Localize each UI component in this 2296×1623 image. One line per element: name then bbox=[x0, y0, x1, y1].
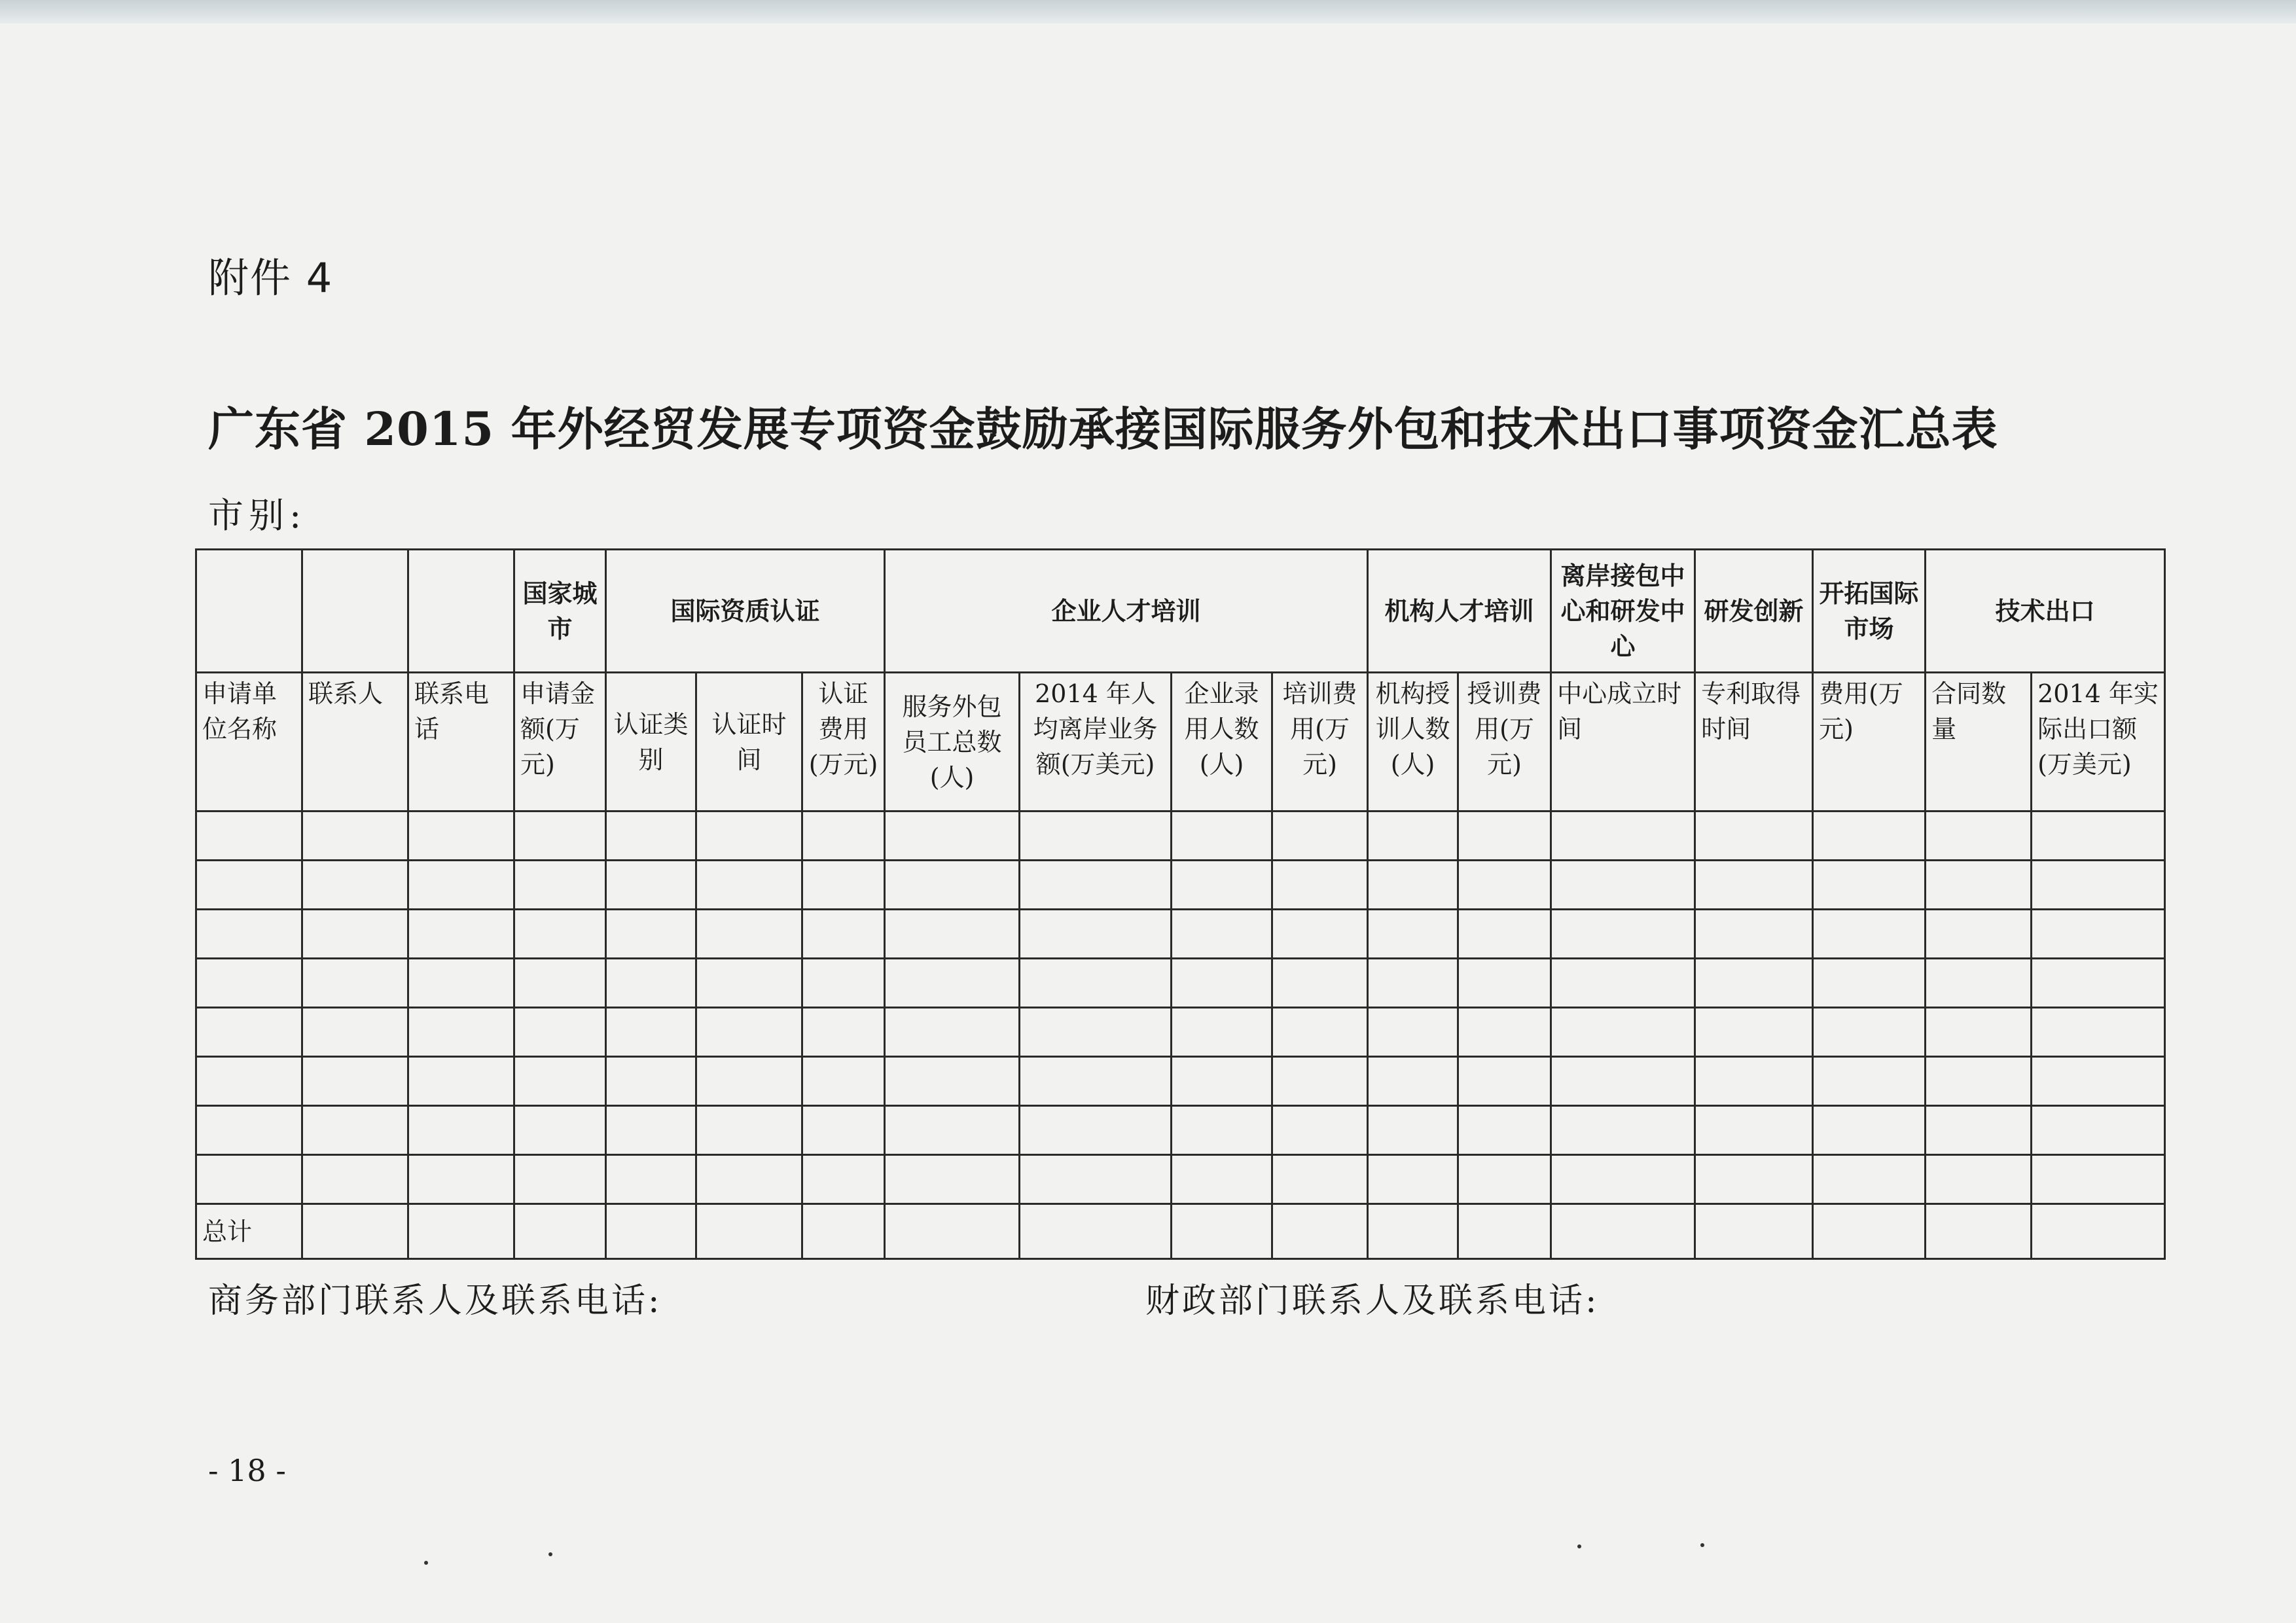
table-cell bbox=[196, 910, 302, 959]
table-cell bbox=[1551, 959, 1695, 1008]
table-cell bbox=[1551, 1106, 1695, 1155]
table-cell bbox=[1172, 959, 1272, 1008]
table-cell bbox=[1695, 861, 1813, 910]
col-cert-time: 认证时间 bbox=[696, 673, 802, 812]
table-cell bbox=[408, 910, 514, 959]
table-row bbox=[196, 861, 2165, 910]
table-cell bbox=[1172, 861, 1272, 910]
table-cell bbox=[514, 1008, 606, 1057]
table-cell bbox=[1926, 959, 2032, 1008]
table-cell bbox=[1551, 812, 1695, 861]
finance-contact-label: 财政部门联系人及联系电话: bbox=[1145, 1281, 1600, 1321]
col-inst-fee: 授训费用(万元) bbox=[1458, 673, 1551, 812]
group-national-city: 国家城市 bbox=[514, 550, 606, 673]
table-cell bbox=[196, 1057, 302, 1106]
group-offshore-center: 离岸接包中心和研发中心 bbox=[1551, 550, 1695, 673]
table-cell bbox=[1695, 910, 1813, 959]
table-cell bbox=[1695, 1057, 1813, 1106]
table-cell bbox=[408, 1008, 514, 1057]
table-cell bbox=[696, 861, 802, 910]
table-cell bbox=[1368, 959, 1458, 1008]
scan-top-band bbox=[0, 0, 2296, 24]
table-cell bbox=[1458, 959, 1551, 1008]
table-cell bbox=[1368, 1155, 1458, 1204]
table-cell bbox=[1695, 1008, 1813, 1057]
table-cell bbox=[2032, 1204, 2165, 1259]
table-cell bbox=[2032, 1155, 2165, 1204]
total-row bbox=[196, 1204, 2165, 1259]
table-cell bbox=[885, 812, 1020, 861]
table-cell bbox=[302, 861, 408, 910]
table-cell bbox=[802, 1155, 885, 1204]
commerce-contact-label: 商务部门联系人及联系电话: bbox=[208, 1281, 662, 1321]
table-cell bbox=[1272, 812, 1368, 861]
table-cell bbox=[1458, 812, 1551, 861]
table-row bbox=[196, 812, 2165, 861]
group-inst-training: 机构人才培训 bbox=[1368, 550, 1551, 673]
table-cell bbox=[1695, 959, 1813, 1008]
col-contract-count: 合同数量 bbox=[1926, 673, 2032, 812]
table-cell bbox=[885, 1057, 1020, 1106]
table-cell bbox=[1458, 1106, 1551, 1155]
table-cell bbox=[1172, 1204, 1272, 1259]
table-cell bbox=[514, 959, 606, 1008]
table-cell bbox=[1020, 910, 1172, 959]
col-center-time: 中心成立时间 bbox=[1551, 673, 1695, 812]
table-cell bbox=[2032, 1057, 2165, 1106]
table-cell bbox=[302, 959, 408, 1008]
col-apply-amount: 申请金额(万元) bbox=[514, 673, 606, 812]
table-cell bbox=[1551, 910, 1695, 959]
table-cell bbox=[1020, 959, 1172, 1008]
col-contact-phone: 联系电话 bbox=[408, 673, 514, 812]
table-cell bbox=[606, 1204, 696, 1259]
table-cell bbox=[1172, 1155, 1272, 1204]
table-row bbox=[196, 1057, 2165, 1106]
table-cell bbox=[1272, 1106, 1368, 1155]
table-cell bbox=[1020, 1057, 1172, 1106]
table-cell bbox=[196, 1155, 302, 1204]
table-cell bbox=[1695, 1106, 1813, 1155]
table-cell bbox=[1458, 1057, 1551, 1106]
table-cell bbox=[1368, 1008, 1458, 1057]
table-cell bbox=[514, 1106, 606, 1155]
table-cell bbox=[885, 959, 1020, 1008]
col-cert-fee: 认证费用(万元) bbox=[802, 673, 885, 812]
table-cell bbox=[1551, 1204, 1695, 1259]
table-cell bbox=[1926, 1008, 2032, 1057]
table-cell bbox=[606, 1008, 696, 1057]
table-cell bbox=[1020, 812, 1172, 861]
table-cell bbox=[885, 861, 1020, 910]
empty-header-cell bbox=[302, 550, 408, 673]
table-cell bbox=[408, 1204, 514, 1259]
attachment-label: 附件 4 bbox=[208, 254, 334, 302]
table-cell bbox=[802, 812, 885, 861]
table-cell bbox=[1926, 1106, 2032, 1155]
col-cert-type: 认证类别 bbox=[606, 673, 696, 812]
table-cell bbox=[606, 861, 696, 910]
col-export-amount: 2014 年实际出口额(万美元) bbox=[2032, 673, 2165, 812]
table-cell bbox=[196, 959, 302, 1008]
table-cell bbox=[696, 959, 802, 1008]
table-cell bbox=[302, 910, 408, 959]
table-cell bbox=[1020, 1106, 1172, 1155]
page-title: 广东省 2015 年外经贸发展专项资金鼓励承接国际服务外包和技术出口事项资金汇总表 bbox=[208, 402, 1998, 456]
table-cell bbox=[1813, 812, 1926, 861]
table-cell bbox=[885, 1155, 1020, 1204]
table-cell bbox=[1458, 1008, 1551, 1057]
table-cell bbox=[514, 1155, 606, 1204]
table-cell bbox=[802, 1106, 885, 1155]
header-row-columns bbox=[196, 673, 2165, 812]
table-cell bbox=[514, 812, 606, 861]
table-cell bbox=[1172, 1106, 1272, 1155]
table-cell bbox=[514, 1057, 606, 1106]
group-market: 开拓国际市场 bbox=[1813, 550, 1926, 673]
table-cell bbox=[408, 1106, 514, 1155]
table-cell bbox=[802, 1204, 885, 1259]
table-cell bbox=[302, 1155, 408, 1204]
table-cell bbox=[408, 959, 514, 1008]
table-cell bbox=[696, 1008, 802, 1057]
table-cell bbox=[514, 910, 606, 959]
table-cell bbox=[1695, 812, 1813, 861]
table-cell bbox=[2032, 861, 2165, 910]
table-cell bbox=[1172, 812, 1272, 861]
table-cell bbox=[696, 910, 802, 959]
table-cell bbox=[196, 861, 302, 910]
table-cell bbox=[1458, 910, 1551, 959]
table-row bbox=[196, 1106, 2165, 1155]
table-cell bbox=[514, 1204, 606, 1259]
table-cell bbox=[1813, 1106, 1926, 1155]
table-cell bbox=[606, 1155, 696, 1204]
table-cell bbox=[606, 959, 696, 1008]
col-patent-time: 专利取得时间 bbox=[1695, 673, 1813, 812]
group-tech-export: 技术出口 bbox=[1926, 550, 2165, 673]
col-contact-person: 联系人 bbox=[302, 673, 408, 812]
table-cell bbox=[802, 1008, 885, 1057]
table-cell bbox=[1172, 1008, 1272, 1057]
table-cell bbox=[302, 1008, 408, 1057]
table-cell bbox=[1695, 1155, 1813, 1204]
table-cell bbox=[696, 1204, 802, 1259]
table-cell bbox=[2032, 910, 2165, 959]
table-cell bbox=[1813, 1057, 1926, 1106]
table-cell bbox=[1695, 1204, 1813, 1259]
table-cell bbox=[802, 910, 885, 959]
table-cell bbox=[606, 910, 696, 959]
table-cell bbox=[1926, 1155, 2032, 1204]
table-cell bbox=[2032, 1008, 2165, 1057]
table-cell bbox=[2032, 959, 2165, 1008]
table-cell bbox=[885, 1204, 1020, 1259]
table-cell bbox=[1172, 910, 1272, 959]
table-cell bbox=[1368, 1204, 1458, 1259]
table-cell bbox=[802, 861, 885, 910]
table-cell bbox=[802, 959, 885, 1008]
table-cell bbox=[1368, 1106, 1458, 1155]
table-cell bbox=[1020, 1155, 1172, 1204]
table-cell bbox=[1926, 1204, 2032, 1259]
table-cell bbox=[408, 1155, 514, 1204]
table-cell bbox=[1368, 910, 1458, 959]
table-cell bbox=[1272, 1155, 1368, 1204]
table-cell bbox=[1458, 1155, 1551, 1204]
table-row bbox=[196, 1008, 2165, 1057]
table-cell bbox=[885, 1106, 1020, 1155]
group-talent-training: 企业人才培训 bbox=[885, 550, 1368, 673]
table-cell bbox=[1813, 1204, 1926, 1259]
table-cell bbox=[1272, 1057, 1368, 1106]
table-cell bbox=[2032, 1106, 2165, 1155]
scan-speck bbox=[548, 1552, 552, 1556]
table-cell bbox=[302, 1106, 408, 1155]
table-cell bbox=[1926, 910, 2032, 959]
table-cell bbox=[1020, 1204, 1172, 1259]
scan-speck bbox=[1577, 1544, 1581, 1548]
table-cell bbox=[1458, 1204, 1551, 1259]
table-cell bbox=[802, 1057, 885, 1106]
table-cell bbox=[885, 1008, 1020, 1057]
table-row bbox=[196, 959, 2165, 1008]
table-cell bbox=[1272, 910, 1368, 959]
scan-speck bbox=[1700, 1543, 1704, 1547]
table-cell bbox=[696, 1106, 802, 1155]
table-row bbox=[196, 910, 2165, 959]
table-cell bbox=[408, 812, 514, 861]
table-cell bbox=[696, 1057, 802, 1106]
table-row bbox=[196, 1155, 2165, 1204]
table-cell bbox=[696, 1155, 802, 1204]
table-cell bbox=[1813, 1155, 1926, 1204]
table-cell bbox=[1813, 910, 1926, 959]
empty-header-cell bbox=[196, 550, 302, 673]
group-intl-cert: 国际资质认证 bbox=[606, 550, 885, 673]
table-cell bbox=[1368, 861, 1458, 910]
col-hired: 企业录用人数(人) bbox=[1172, 673, 1272, 812]
table-cell bbox=[408, 1057, 514, 1106]
table-cell bbox=[1813, 959, 1926, 1008]
table-cell bbox=[302, 1204, 408, 1259]
table-cell bbox=[606, 1106, 696, 1155]
table-cell bbox=[1926, 812, 2032, 861]
table-cell bbox=[1172, 1057, 1272, 1106]
table-cell bbox=[1368, 1057, 1458, 1106]
table-cell bbox=[1813, 861, 1926, 910]
table-cell bbox=[1926, 1057, 2032, 1106]
scan-speck bbox=[424, 1561, 428, 1565]
table-cell bbox=[514, 861, 606, 910]
table-cell bbox=[1551, 1008, 1695, 1057]
table-cell bbox=[885, 910, 1020, 959]
group-rd-innovation: 研发创新 bbox=[1695, 550, 1813, 673]
table-cell bbox=[1551, 1057, 1695, 1106]
table-cell bbox=[1926, 861, 2032, 910]
table-cell bbox=[606, 812, 696, 861]
table-cell bbox=[1551, 1155, 1695, 1204]
col-offshore-per-capita: 2014 年人均离岸业务额(万美元) bbox=[1020, 673, 1172, 812]
table-cell bbox=[196, 812, 302, 861]
table-cell bbox=[606, 1057, 696, 1106]
table-cell bbox=[1272, 861, 1368, 910]
total-label: 总计 bbox=[196, 1204, 302, 1259]
col-outsourcing-staff: 服务外包员工总数(人) bbox=[885, 673, 1020, 812]
header-row-groups bbox=[196, 550, 2165, 673]
table-cell bbox=[1272, 1008, 1368, 1057]
city-label: 市别: bbox=[208, 495, 307, 536]
col-training-fee: 培训费用(万元) bbox=[1272, 673, 1368, 812]
table-cell bbox=[302, 1057, 408, 1106]
col-applicant: 申请单位名称 bbox=[196, 673, 302, 812]
empty-header-cell bbox=[408, 550, 514, 673]
page-number: - 18 - bbox=[208, 1453, 286, 1488]
table-cell bbox=[408, 861, 514, 910]
table-cell bbox=[196, 1008, 302, 1057]
summary-table bbox=[195, 548, 2166, 1260]
table-cell bbox=[1020, 861, 1172, 910]
table-cell bbox=[1813, 1008, 1926, 1057]
table-cell bbox=[302, 812, 408, 861]
table-cell bbox=[196, 1106, 302, 1155]
table-cell bbox=[1368, 812, 1458, 861]
table-cell bbox=[1551, 861, 1695, 910]
table-cell bbox=[696, 812, 802, 861]
table-cell bbox=[2032, 812, 2165, 861]
table-cell bbox=[1458, 861, 1551, 910]
table-cell bbox=[1020, 1008, 1172, 1057]
col-market-fee: 费用(万元) bbox=[1813, 673, 1926, 812]
table-cell bbox=[1272, 959, 1368, 1008]
col-trained: 机构授训人数(人) bbox=[1368, 673, 1458, 812]
table-cell bbox=[1272, 1204, 1368, 1259]
